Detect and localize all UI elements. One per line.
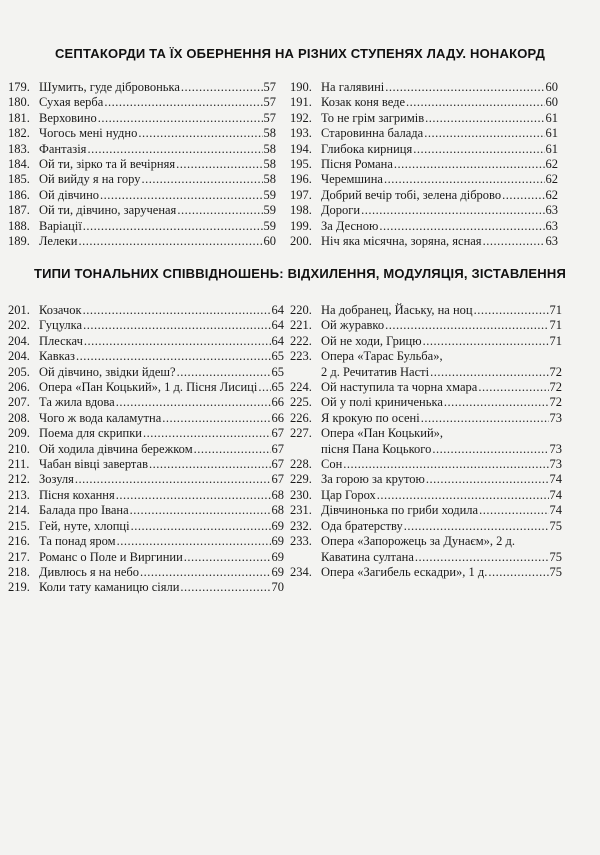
entry-title: Ой у полі криниченька xyxy=(321,395,443,410)
entry-page: 71 xyxy=(549,318,562,333)
entry-title: Верховино xyxy=(39,110,97,125)
entry-number: 207. xyxy=(8,395,30,410)
entry-title: Чогось мені нудно xyxy=(39,126,138,141)
toc-entry xyxy=(8,219,276,234)
entry-page: 58 xyxy=(263,157,276,172)
entry-page: 68 xyxy=(271,487,284,502)
entry-number: 221. xyxy=(290,318,312,333)
entry-title: Пісня кохання xyxy=(39,487,115,502)
dot-leader xyxy=(488,565,548,580)
entry-page: 75 xyxy=(549,518,562,533)
entry-number: 180. xyxy=(8,95,30,110)
entry-number: 189. xyxy=(8,234,30,249)
dot-leader xyxy=(117,534,271,549)
toc-entry xyxy=(8,142,276,157)
entry-number: 227. xyxy=(290,426,312,441)
toc-entry xyxy=(290,365,562,380)
entry-number: 198. xyxy=(290,203,312,218)
toc-entry xyxy=(290,395,562,410)
entry-page: 69 xyxy=(271,534,284,549)
toc-column xyxy=(8,80,276,249)
dot-leader xyxy=(474,303,549,318)
entry-number: 216. xyxy=(8,534,30,549)
dot-leader xyxy=(130,503,271,518)
toc-entry xyxy=(8,172,276,187)
entry-number: 220. xyxy=(290,303,312,317)
entry-number: 208. xyxy=(8,410,30,425)
entry-number: 186. xyxy=(8,187,30,202)
entry-number: 195. xyxy=(290,157,312,172)
entry-title: Старовинна балада xyxy=(321,126,424,141)
toc-entry xyxy=(8,442,284,457)
dot-leader xyxy=(406,95,544,110)
toc-entry xyxy=(8,488,284,503)
dot-leader xyxy=(79,234,263,249)
dot-leader xyxy=(142,172,263,187)
entry-page: 72 xyxy=(549,380,562,395)
entry-title: Ой журавко xyxy=(321,318,385,333)
entry-number: 231. xyxy=(290,503,312,518)
entry-page: 57 xyxy=(263,80,276,94)
entry-page: 74 xyxy=(549,503,562,518)
entry-page: 65 xyxy=(271,364,284,379)
entry-number: 182. xyxy=(8,126,30,141)
entry-title: Ой ти, дівчино, зарученая xyxy=(39,203,177,218)
entry-number: 210. xyxy=(8,441,30,456)
toc-entry xyxy=(290,95,558,110)
toc-entry xyxy=(8,395,284,410)
entry-page: 69 xyxy=(271,564,284,579)
entry-title: Ой вийду я на гору xyxy=(39,172,141,187)
toc-entry xyxy=(290,519,562,534)
entry-title: Гей, нуте, хлопці xyxy=(39,518,130,533)
entry-number: 218. xyxy=(8,564,30,579)
entry-title: Зозуля xyxy=(39,472,74,487)
toc-entry xyxy=(8,411,284,426)
entry-page: 67 xyxy=(271,457,284,472)
entry-title: Поема для скрипки xyxy=(39,426,142,441)
entry-number: 212. xyxy=(8,472,30,487)
toc-entry xyxy=(290,534,562,549)
dot-leader xyxy=(424,126,544,141)
entry-title: Ой дівчино xyxy=(39,187,100,202)
dot-leader xyxy=(413,142,544,157)
entry-number: 219. xyxy=(8,580,30,595)
dot-leader xyxy=(194,442,271,457)
dot-leader xyxy=(430,365,548,380)
toc-entry xyxy=(290,457,562,472)
entry-number: 187. xyxy=(8,203,30,218)
dot-leader xyxy=(162,411,270,426)
entry-number: 213. xyxy=(8,487,30,502)
toc-entry xyxy=(290,488,562,503)
entry-title: Варіації xyxy=(39,218,82,233)
toc-entry xyxy=(290,426,562,441)
dot-leader xyxy=(76,349,271,364)
entry-page: 69 xyxy=(271,549,284,564)
dot-leader xyxy=(116,488,271,503)
entry-title: Ой ти, зірко та й вечірняя xyxy=(39,157,176,172)
entry-page: 59 xyxy=(263,203,276,218)
entry-page: 67 xyxy=(271,441,284,456)
toc-entry xyxy=(290,550,562,565)
entry-title: Козачок xyxy=(39,303,82,317)
toc-entry xyxy=(290,334,562,349)
entry-page: 66 xyxy=(271,410,284,425)
toc-entry xyxy=(290,349,562,364)
entry-number: 232. xyxy=(290,518,312,533)
dot-leader xyxy=(502,188,544,203)
entry-title: Опера «Пан Коцький», 1 д. Пісня Лисиці xyxy=(39,380,258,395)
entry-number: 185. xyxy=(8,172,30,187)
entry-page: 59 xyxy=(263,218,276,233)
entry-page: 60 xyxy=(545,95,558,110)
entry-page: 70 xyxy=(271,580,284,595)
entry-page: 69 xyxy=(271,518,284,533)
entry-page: 62 xyxy=(545,157,558,172)
dot-leader xyxy=(361,203,544,218)
toc-entry xyxy=(290,234,558,249)
toc-entry xyxy=(8,380,284,395)
entry-page: 64 xyxy=(271,303,284,317)
entry-title: Сухая верба xyxy=(39,95,104,110)
entry-title: Лелеки xyxy=(39,234,78,249)
entry-page: 64 xyxy=(271,318,284,333)
entry-page: 71 xyxy=(549,303,562,317)
entry-number: 214. xyxy=(8,503,30,518)
toc-entry xyxy=(290,411,562,426)
entry-page: 73 xyxy=(549,457,562,472)
entry-title: Дороги xyxy=(321,203,361,218)
entry-page: 61 xyxy=(545,110,558,125)
dot-leader xyxy=(426,472,549,487)
dot-leader xyxy=(83,303,271,318)
dot-leader xyxy=(104,95,262,110)
entry-page: 73 xyxy=(549,441,562,456)
dot-leader xyxy=(384,172,545,187)
dot-leader xyxy=(143,426,271,441)
entry-page: 60 xyxy=(545,80,558,94)
dot-leader xyxy=(483,234,545,249)
entry-number: 202. xyxy=(8,318,30,333)
toc-entry xyxy=(290,219,558,234)
entry-title: Чого ж вода каламутна xyxy=(39,410,162,425)
entry-title: Опера «Тарас Бульба», xyxy=(321,349,443,364)
dot-leader xyxy=(180,580,270,595)
toc-entry xyxy=(290,442,562,457)
entry-title: За горою за крутою xyxy=(321,472,425,487)
entry-page: 75 xyxy=(549,564,562,579)
toc-entry xyxy=(8,426,284,441)
toc-entry xyxy=(290,565,562,580)
entry-page: 68 xyxy=(271,503,284,518)
toc-entry xyxy=(8,472,284,487)
toc-entry xyxy=(290,157,558,172)
dot-leader xyxy=(404,519,549,534)
section-title: СЕПТАКОРДИ ТА ЇХ ОБЕРНЕННЯ НА РІЗНИХ СТУПЕНЯХ ЛАДУ. НОНАКОРД xyxy=(54,46,546,61)
entry-title: Ой дівчино, звідки йдеш? xyxy=(39,364,176,379)
entry-page: 59 xyxy=(263,187,276,202)
entry-title: Опера «Загибель ескадри», 1 д. xyxy=(321,564,488,579)
entry-title: Ода братерству xyxy=(321,518,403,533)
toc-entry xyxy=(8,303,284,318)
toc-entry xyxy=(8,318,284,333)
toc-entry xyxy=(8,203,276,218)
toc-entry xyxy=(290,303,562,318)
dot-leader xyxy=(116,395,271,410)
entry-number: 225. xyxy=(290,395,312,410)
entry-title: Кавказ xyxy=(39,349,75,364)
entry-number: 193. xyxy=(290,126,312,141)
toc-entry xyxy=(8,334,284,349)
entry-title: То не грім загримів xyxy=(321,110,425,125)
dot-leader xyxy=(479,503,548,518)
entry-title: пісня Пана Коцького xyxy=(321,441,432,456)
entry-title: Глибока кирниця xyxy=(321,141,413,156)
dot-leader xyxy=(176,157,262,172)
dot-leader xyxy=(377,488,549,503)
toc-entry xyxy=(8,111,276,126)
entry-number: 228. xyxy=(290,457,312,472)
entry-title: Чабан вівці завертав xyxy=(39,457,148,472)
dot-leader xyxy=(100,188,262,203)
entry-number: 188. xyxy=(8,218,30,233)
entry-title: Ой ходила дівчина бережком xyxy=(39,441,193,456)
entry-number: 215. xyxy=(8,518,30,533)
dot-leader xyxy=(83,318,270,333)
entry-title: Гуцулка xyxy=(39,318,83,333)
entry-page: 57 xyxy=(263,110,276,125)
toc-entry xyxy=(8,534,284,549)
toc-entry xyxy=(8,365,284,380)
toc-entry xyxy=(290,380,562,395)
dot-leader xyxy=(432,442,548,457)
toc-entry xyxy=(8,95,276,110)
toc-entry xyxy=(290,472,562,487)
entry-page: 63 xyxy=(545,218,558,233)
entry-title: Фантазія xyxy=(39,141,87,156)
entry-number: 206. xyxy=(8,380,30,395)
entry-number: 226. xyxy=(290,410,312,425)
dot-leader xyxy=(181,80,263,95)
entry-page: 74 xyxy=(549,487,562,502)
entry-title: На галявині xyxy=(321,80,385,94)
toc-entry xyxy=(8,580,284,595)
entry-page: 74 xyxy=(549,472,562,487)
entry-number: 183. xyxy=(8,141,30,156)
entry-number: 229. xyxy=(290,472,312,487)
toc-entry xyxy=(290,111,558,126)
entry-title: За Десною xyxy=(321,218,379,233)
dot-leader xyxy=(421,411,549,426)
entry-number: 197. xyxy=(290,187,312,202)
toc-entry xyxy=(8,503,284,518)
entry-page: 73 xyxy=(549,410,562,425)
toc-entry xyxy=(290,203,558,218)
toc-column xyxy=(290,303,562,580)
toc-entry xyxy=(8,349,284,364)
entry-title: Опера «Запорожець за Дунаєм», 2 д. xyxy=(321,534,516,549)
entry-number: 205. xyxy=(8,364,30,379)
entry-title: Дивлюсь я на небо xyxy=(39,564,139,579)
entry-number: 222. xyxy=(290,333,312,348)
entry-title: Цар Горох xyxy=(321,487,376,502)
entry-number: 184. xyxy=(8,157,30,172)
entry-title: Козак коня веде xyxy=(321,95,406,110)
entry-page: 57 xyxy=(263,95,276,110)
entry-title: Опера «Пан Коцький», xyxy=(321,426,444,441)
entry-number: 194. xyxy=(290,141,312,156)
entry-page: 75 xyxy=(549,549,562,564)
entry-title: Пісня Романа xyxy=(321,157,393,172)
section-title: ТИПИ ТОНАЛЬНИХ СПІВВІДНОШЕНЬ: ВІДХИЛЕННЯ, МОДУЛЯЦІЯ, ЗІСТАВЛЕННЯ xyxy=(33,266,567,281)
entry-page: 65 xyxy=(271,349,284,364)
entry-page: 72 xyxy=(549,364,562,379)
entry-page: 62 xyxy=(545,187,558,202)
entry-page: 62 xyxy=(545,172,558,187)
entry-title: Та понад яром xyxy=(39,534,116,549)
entry-page: 71 xyxy=(549,333,562,348)
entry-title: На добранец, Йаську, на ноц xyxy=(321,303,473,317)
entry-number: 217. xyxy=(8,549,30,564)
dot-leader xyxy=(87,142,262,157)
entry-title: Балада про Івана xyxy=(39,503,129,518)
dot-leader xyxy=(415,550,549,565)
dot-leader xyxy=(83,219,263,234)
dot-leader xyxy=(138,126,262,141)
entry-page: 58 xyxy=(263,126,276,141)
entry-number: 204. xyxy=(8,333,30,348)
entry-page: 65 xyxy=(271,380,284,395)
entry-title: Ой наступила та чорна хмара xyxy=(321,380,478,395)
entry-number: 200. xyxy=(290,234,312,249)
entry-number: 224. xyxy=(290,380,312,395)
dot-leader xyxy=(149,457,271,472)
toc-entry xyxy=(8,550,284,565)
entry-title: Дівчинонька по гриби ходила xyxy=(321,503,479,518)
entry-title: Шумить, гуде дібровонька xyxy=(39,80,180,94)
toc-entry xyxy=(290,126,558,141)
entry-number: 181. xyxy=(8,110,30,125)
entry-page: 72 xyxy=(549,395,562,410)
entry-number: 234. xyxy=(290,564,312,579)
entry-title: Добрий вечір тобі, зелена діброво xyxy=(321,187,502,202)
dot-leader xyxy=(131,519,271,534)
dot-leader xyxy=(184,550,271,565)
entry-number: 204. xyxy=(8,349,30,364)
dot-leader xyxy=(84,334,271,349)
dot-leader xyxy=(98,111,263,126)
entry-title: Сон xyxy=(321,457,343,472)
toc-entry xyxy=(290,188,558,203)
toc-entry xyxy=(290,172,558,187)
entry-number: 190. xyxy=(290,80,312,94)
entry-number: 233. xyxy=(290,534,312,549)
dot-leader xyxy=(385,80,544,95)
entry-title: Та жила вдова xyxy=(39,395,115,410)
dot-leader xyxy=(379,219,544,234)
dot-leader xyxy=(177,365,271,380)
entry-title: Я крокую по осені xyxy=(321,410,420,425)
toc-entry xyxy=(8,457,284,472)
entry-page: 64 xyxy=(271,333,284,348)
toc-entry xyxy=(8,126,276,141)
dot-leader xyxy=(177,203,262,218)
toc-column xyxy=(8,303,284,596)
entry-number: 179. xyxy=(8,80,30,94)
dot-leader xyxy=(343,457,548,472)
entry-page: 63 xyxy=(545,234,558,249)
toc-column xyxy=(290,80,558,249)
entry-number: 191. xyxy=(290,95,312,110)
entry-page: 60 xyxy=(263,234,276,249)
toc-entry xyxy=(290,80,558,95)
toc-entry xyxy=(290,318,562,333)
entry-number: 199. xyxy=(290,218,312,233)
entry-number: 201. xyxy=(8,303,30,317)
entry-page: 61 xyxy=(545,126,558,141)
dot-leader xyxy=(258,380,270,395)
toc-entry xyxy=(8,80,276,95)
entry-title: 2 д. Речитатив Насті xyxy=(321,364,430,379)
entry-number: 192. xyxy=(290,110,312,125)
entry-page: 67 xyxy=(271,426,284,441)
entry-title: Коли тату каманицю сіяли xyxy=(39,580,180,595)
entry-page: 67 xyxy=(271,472,284,487)
entry-page: 58 xyxy=(263,172,276,187)
entry-title: Ніч яка місячна, зоряна, ясная xyxy=(321,234,482,249)
entry-page: 66 xyxy=(271,395,284,410)
dot-leader xyxy=(425,111,544,126)
entry-number: 209. xyxy=(8,426,30,441)
toc-entry xyxy=(290,503,562,518)
dot-leader xyxy=(478,380,548,395)
entry-title: Каватина султана xyxy=(321,549,414,564)
entry-number: 223. xyxy=(290,349,312,364)
entry-number: 211. xyxy=(8,457,30,472)
toc-entry xyxy=(8,188,276,203)
entry-page: 63 xyxy=(545,203,558,218)
dot-leader xyxy=(394,157,545,172)
dot-leader xyxy=(444,395,549,410)
entry-number: 230. xyxy=(290,487,312,502)
entry-number: 196. xyxy=(290,172,312,187)
entry-page: 61 xyxy=(545,141,558,156)
toc-entry xyxy=(8,234,276,249)
dot-leader xyxy=(385,318,548,333)
dot-leader xyxy=(140,565,271,580)
entry-title: Черемшина xyxy=(321,172,383,187)
toc-entry xyxy=(8,157,276,172)
dot-leader xyxy=(75,472,271,487)
toc-entry xyxy=(8,565,284,580)
entry-page: 58 xyxy=(263,141,276,156)
entry-title: Ой не ходи, Грицю xyxy=(321,333,422,348)
toc-entry xyxy=(8,519,284,534)
entry-title: Романс о Поле и Виргинии xyxy=(39,549,183,564)
entry-title: Плескач xyxy=(39,333,83,348)
dot-leader xyxy=(423,334,549,349)
toc-entry xyxy=(290,142,558,157)
